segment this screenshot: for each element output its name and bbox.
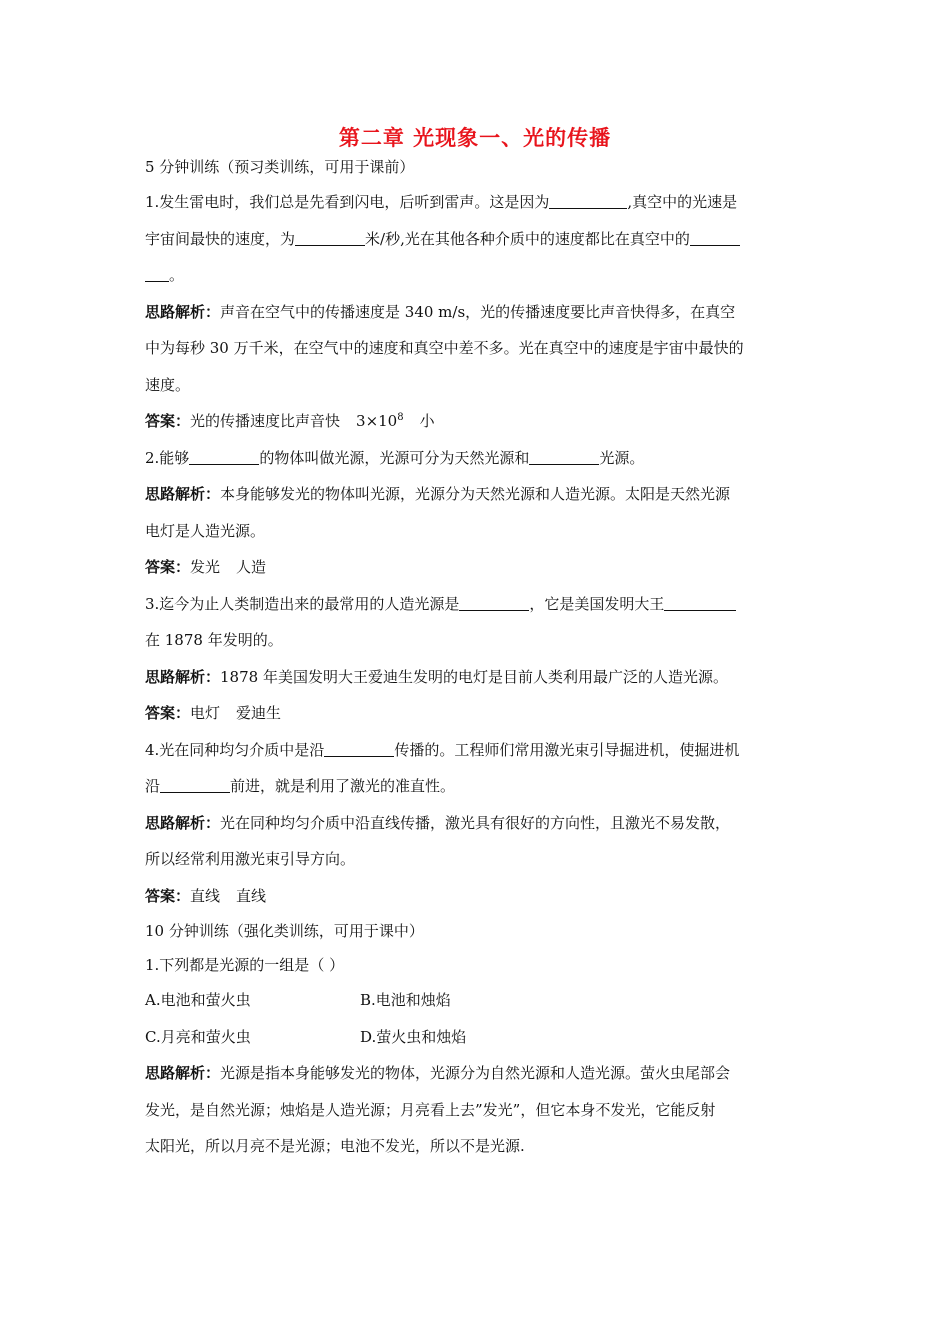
analysis-4-line-2: 所以经常利用激光束引导方向。 <box>145 850 356 868</box>
answer-blank <box>145 261 169 282</box>
question-text: 4.光在同种均匀介质中是沿 <box>145 740 325 759</box>
option-d: D.萤火虫和烛焰 <box>360 1027 467 1046</box>
answer-blank <box>459 590 529 611</box>
mc-options-row-2 <box>145 1019 810 1056</box>
answer-label: 答案： <box>145 558 191 576</box>
answer-text: 小 <box>419 412 435 430</box>
answer-blank <box>324 736 394 757</box>
analysis-1-line-2: 中为每秒 30 万千米，在空气中的速度和真空中差不多。光在真空中的速度是宇宙中最快的 <box>145 339 744 357</box>
question-text: ，它是美国发明大王 <box>529 594 665 613</box>
answer-blank <box>664 590 736 611</box>
answer-exponent: 8 <box>397 412 404 423</box>
option-c: C.月亮和萤火虫 <box>145 1027 251 1046</box>
answer-blank <box>690 225 740 246</box>
analysis-label: 思路解析： <box>145 1064 221 1082</box>
question-text: 米/秒,光在其他各种介质中的速度都比在真空中的 <box>365 229 690 248</box>
analysis-text: 光在同种均匀介质中沿直线传播，激光具有很好的方向性，且激光不易发散， <box>220 813 731 832</box>
question-1-line-1 <box>145 184 810 221</box>
answer-text: 发光 <box>190 558 221 576</box>
question-text: ,真空中的光速是 <box>627 193 738 211</box>
question-text: 宇宙间最快的速度，为 <box>145 229 296 248</box>
answer-label: 答案： <box>145 886 191 905</box>
analysis-text: 本身能够发光的物体叫光源，光源分为天然光源和人造光源。太阳是天然光源 <box>220 485 731 503</box>
question-1-line-3 <box>145 257 810 294</box>
question-4-line-1 <box>145 732 810 769</box>
option-a: A.电池和萤火虫 <box>145 991 251 1009</box>
mc-analysis-line-2: 发光，是自然光源；烛焰是人造光源；月亮看上去”发光”，但它本身不发光，它能反射 <box>145 1100 716 1119</box>
section-heading: 5 分钟训练（预习类训练，可用于课前） <box>145 158 415 176</box>
analysis-label: 思路解析： <box>145 302 221 321</box>
answer-text: 光的传播速度比声音快 <box>190 412 341 430</box>
answer-label: 答案： <box>145 704 191 722</box>
answer-text: 直线 <box>236 886 267 905</box>
option-b: B.电池和烛焰 <box>360 991 451 1009</box>
question-text: 前进，就是利用了激光的准直性。 <box>230 777 456 795</box>
mc-analysis-line-3: 太阳光，所以月亮不是光源；电池不发光，所以不是光源. <box>145 1137 525 1155</box>
answer-text: 3×10 <box>356 412 398 430</box>
analysis-label: 思路解析： <box>145 485 221 503</box>
question-3-line-2: 在 1878 年发明的。 <box>145 631 283 649</box>
analysis-text: 声音在空气中的传播速度是 340 m/s，光的传播速度要比声音快得多，在真空 <box>220 302 736 321</box>
answer-3 <box>145 695 810 732</box>
question-2-line-1 <box>145 440 810 477</box>
question-text: 2.能够 <box>145 448 190 467</box>
answer-4 <box>145 878 810 915</box>
analysis-text: 1878 年美国发明大王爱迪生发明的电灯是目前人类利用最广泛的人造光源。 <box>220 667 728 686</box>
question-1-line-2 <box>145 221 810 258</box>
page-title: 第二章 光现象一、光的传播 <box>338 126 612 150</box>
mc-analysis-line-1 <box>145 1055 810 1092</box>
mc-question-1: 1.下列都是光源的一组是（ ） <box>145 956 345 974</box>
analysis-3-line-1 <box>145 659 810 696</box>
answer-2 <box>145 549 810 586</box>
answer-blank <box>529 444 599 465</box>
analysis-2-line-2: 电灯是人造光源。 <box>145 521 266 540</box>
answer-text: 人造 <box>236 558 267 576</box>
analysis-label: 思路解析： <box>145 813 221 832</box>
question-text: 3.迄今为止人类制造出来的最常用的人造光源是 <box>145 594 460 613</box>
answer-1 <box>145 403 810 440</box>
question-4-line-2 <box>145 768 810 805</box>
answer-blank <box>549 188 627 209</box>
answer-blank <box>295 225 365 246</box>
analysis-text: 光源是指本身能够发光的物体，光源分为自然光源和人造光源。萤火虫尾部会 <box>220 1064 731 1082</box>
analysis-4-line-1 <box>145 805 810 842</box>
mc-options-row-1 <box>145 982 810 1019</box>
answer-text: 直线 <box>190 886 221 905</box>
answer-label: 答案： <box>145 412 191 430</box>
analysis-2-line-1 <box>145 476 810 513</box>
section-heading: 10 分钟训练（强化类训练，可用于课中） <box>145 922 424 940</box>
analysis-1-line-3: 速度。 <box>145 375 191 394</box>
answer-text: 电灯 <box>190 704 221 722</box>
answer-text: 爱迪生 <box>236 704 282 722</box>
answer-blank <box>160 772 230 793</box>
question-3-line-1 <box>145 586 810 623</box>
answer-blank <box>189 444 259 465</box>
question-text: 光源。 <box>599 448 645 467</box>
analysis-label: 思路解析： <box>145 667 221 686</box>
analysis-1-line-1 <box>145 294 810 331</box>
question-text: 的物体叫做光源，光源可分为天然光源和 <box>259 448 530 467</box>
question-text: 传播的。工程师们常用激光束引导掘进机，使掘进机 <box>394 740 740 759</box>
document-body <box>145 150 810 1165</box>
question-text: 沿 <box>145 777 161 795</box>
question-text: 。 <box>169 266 185 284</box>
question-text: 1.发生雷电时，我们总是先看到闪电，后听到雷声。这是因为 <box>145 193 550 211</box>
